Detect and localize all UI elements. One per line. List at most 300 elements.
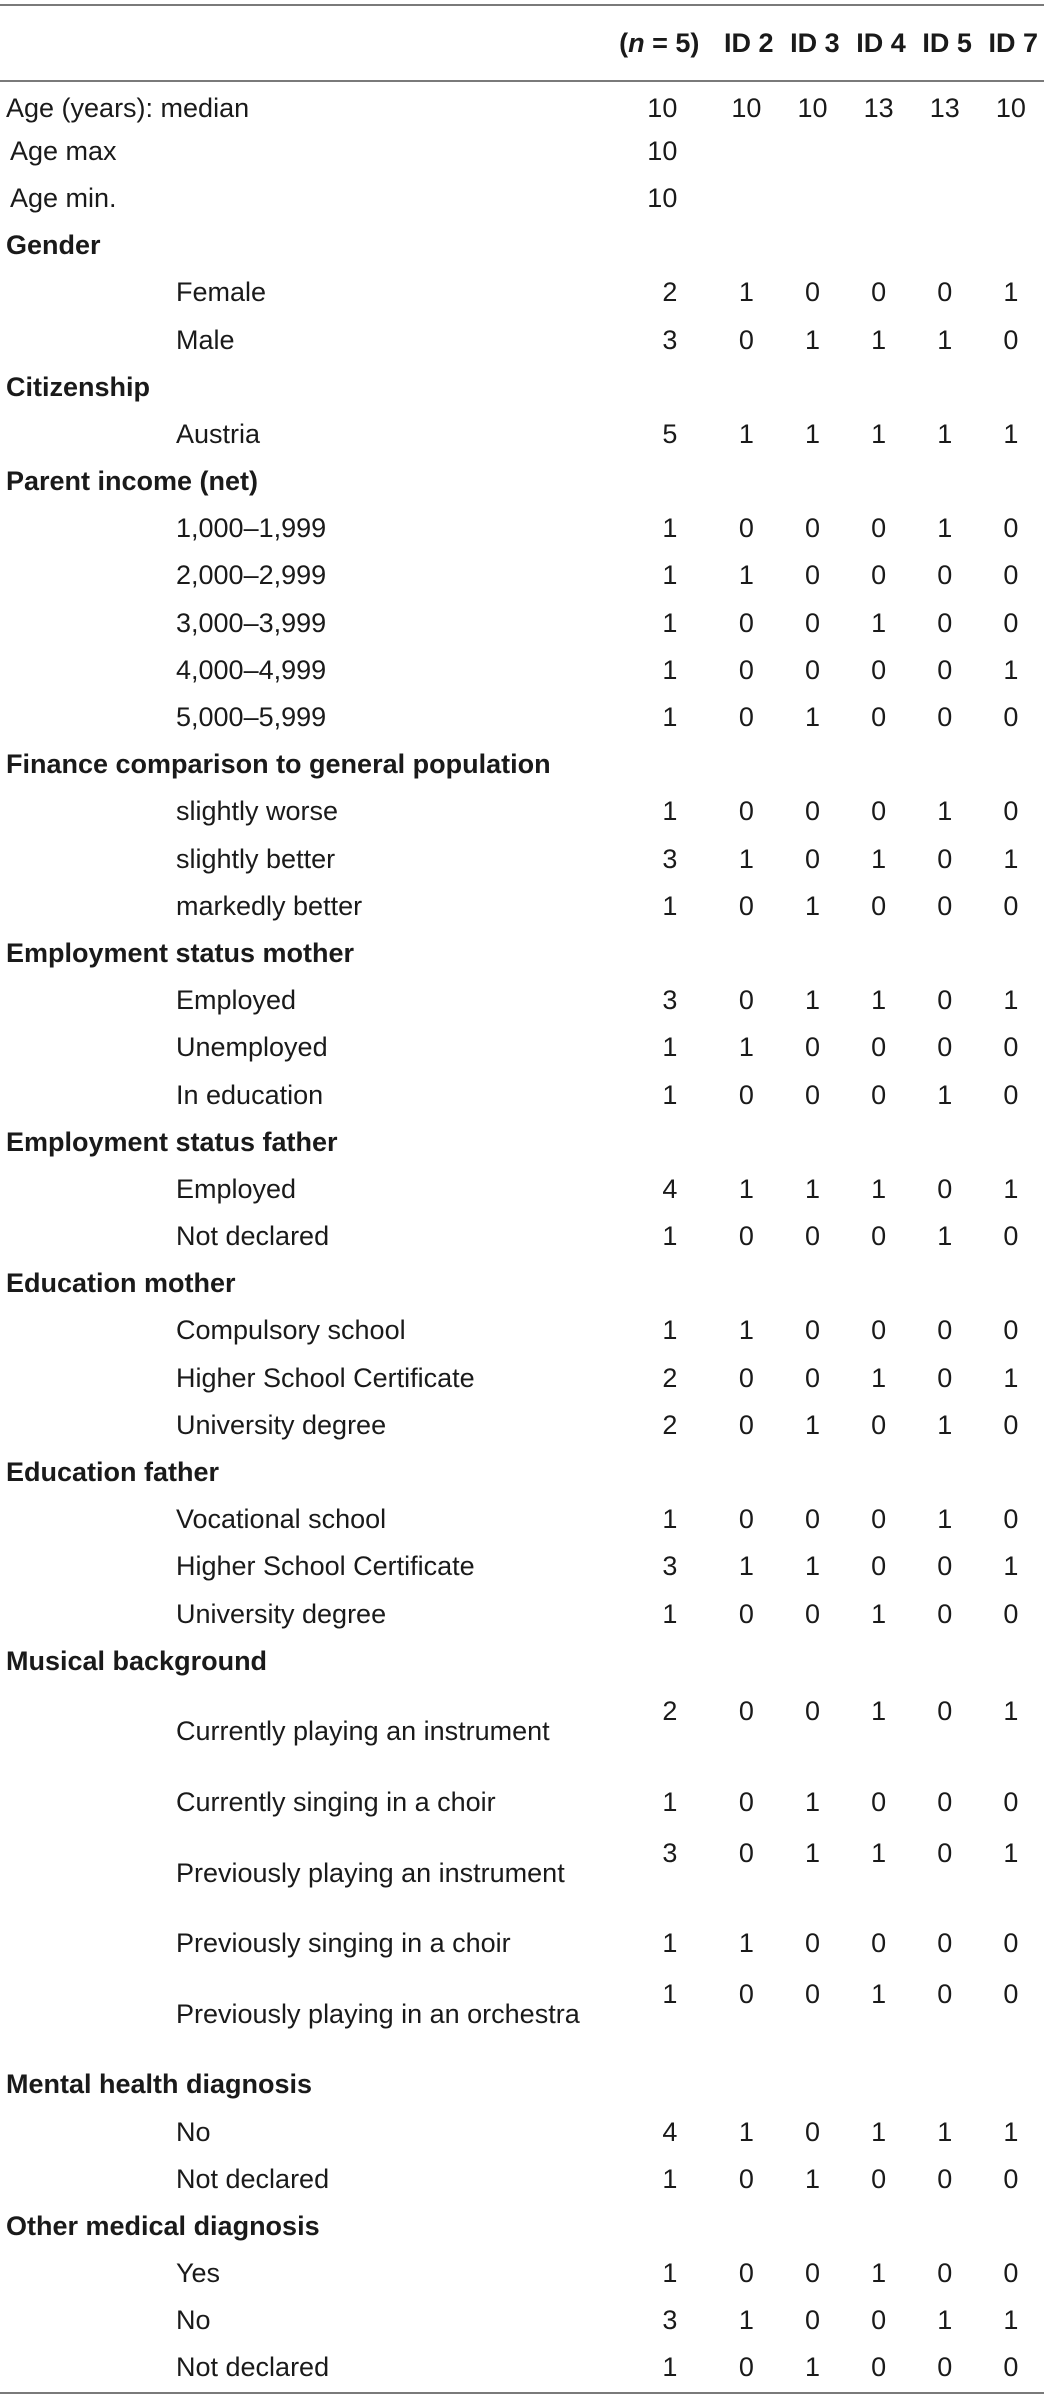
id-4-cell: 0: [871, 1786, 887, 1817]
table-row: [0, 693, 1044, 740]
row-label: University degree: [176, 1409, 387, 1440]
id-2-cell: [713, 127, 779, 174]
id-7-cell: 0: [1003, 1504, 1019, 1535]
id-5-cell: 0: [937, 1551, 953, 1582]
sample-count-cell: 2: [662, 277, 678, 308]
id-3-cell: 0: [805, 2258, 821, 2289]
id-3-cell: 0: [805, 796, 821, 827]
sample-count-cell: 1: [662, 1032, 678, 1063]
table-row: [0, 1213, 1044, 1260]
id-7-cell: 0: [1003, 1928, 1019, 1959]
id-7-cell: 0: [1003, 2258, 1019, 2289]
row-label: Vocational school: [176, 1504, 387, 1535]
id-5-cell: 1: [937, 418, 953, 449]
id-3-cell: 0: [805, 1696, 821, 1727]
id-4-cell: 0: [871, 1928, 887, 1959]
header-id-3: ID 3: [790, 27, 840, 58]
id-5-cell: 0: [937, 890, 953, 921]
table-row: [0, 835, 1044, 882]
section-title: Employment status father: [6, 1126, 338, 1157]
id-4-cell: 0: [871, 890, 887, 921]
id-4-cell: 0: [871, 1221, 887, 1252]
id-4-cell: 1: [871, 1696, 887, 1727]
id-2-cell: 1: [738, 277, 754, 308]
row-label: Age min.: [10, 182, 117, 213]
id-4-cell: 1: [871, 1837, 887, 1868]
demographics-table: [0, 6, 1044, 2391]
id-7-cell: 1: [1003, 654, 1019, 685]
id-5-cell: 0: [937, 2352, 953, 2383]
row-label: Currently playing an instrument: [176, 1716, 550, 1747]
sample-count-cell: 1: [662, 1978, 678, 2009]
id-7-cell: 1: [1003, 418, 1019, 449]
id-2-cell: 0: [738, 607, 754, 638]
row-label: Higher School Certificate: [176, 1362, 475, 1393]
id-3-cell: 0: [805, 843, 821, 874]
id-5-cell: 0: [937, 1362, 953, 1393]
id-7-cell: 0: [1003, 702, 1019, 733]
id-3-cell: 0: [805, 513, 821, 544]
id-2-cell: 1: [738, 560, 754, 591]
id-2-cell: 0: [738, 2258, 754, 2289]
section-title: Education father: [6, 1457, 220, 1488]
id-3-cell: 0: [805, 277, 821, 308]
row-label: 1,000–1,999: [176, 513, 327, 544]
row-label: 5,000–5,999: [176, 702, 327, 733]
sample-count-cell: 5: [662, 418, 678, 449]
table-row: [0, 1496, 1044, 1543]
sample-count-cell: 1: [662, 1079, 678, 1110]
id-5-cell: 0: [937, 654, 953, 685]
table-body: [0, 80, 1044, 2391]
row-label: Age max: [10, 135, 117, 166]
id-2-cell: 0: [738, 2163, 754, 2194]
id-3-cell: 0: [805, 560, 821, 591]
section-header-row: [0, 2202, 1044, 2249]
header-id-5: ID 5: [922, 27, 972, 58]
id-4-cell: 13: [863, 92, 894, 123]
id-3-cell: 0: [805, 1504, 821, 1535]
header-n-rest: = 5): [644, 27, 700, 58]
section-title: Education mother: [6, 1268, 236, 1299]
id-5-cell: 0: [937, 277, 953, 308]
table-row: [0, 1590, 1044, 1637]
header-sample-size: [601, 6, 713, 80]
row-label: 3,000–3,999: [176, 607, 327, 638]
sample-count-cell: 3: [662, 1551, 678, 1582]
sample-count-cell: 10: [647, 92, 678, 123]
id-4-cell: 0: [871, 560, 887, 591]
header-id-4: ID 4: [856, 27, 906, 58]
sample-count-cell: 1: [662, 2163, 678, 2194]
id-3-cell: 0: [805, 654, 821, 685]
sample-count-cell: 1: [662, 1504, 678, 1535]
id-7-cell: 0: [1003, 796, 1019, 827]
table-row: [0, 977, 1044, 1024]
id-4-cell: 1: [871, 2258, 887, 2289]
id-3-cell: 0: [805, 1362, 821, 1393]
id-5-cell: 0: [937, 985, 953, 1016]
id-3-cell: 0: [805, 2305, 821, 2336]
id-5-cell: 0: [937, 1315, 953, 1346]
id-3-cell: [779, 127, 845, 174]
id-4-cell: 1: [871, 1362, 887, 1393]
id-2-cell: 0: [738, 796, 754, 827]
id-7-cell: 0: [1003, 1079, 1019, 1110]
id-5-cell: 0: [937, 2163, 953, 2194]
table-row: [0, 1778, 1044, 1825]
sample-count-cell: 1: [662, 654, 678, 685]
id-4-cell: 1: [871, 607, 887, 638]
sample-count-cell: 3: [662, 2305, 678, 2336]
id-7-cell: 0: [1003, 1409, 1019, 1440]
id-5-cell: 0: [937, 1928, 953, 1959]
id-5-cell: 0: [937, 1837, 953, 1868]
id-5-cell: 1: [937, 2116, 953, 2147]
table-row: [0, 316, 1044, 363]
id-3-cell: 0: [805, 2116, 821, 2147]
id-7-cell: 10: [995, 92, 1026, 123]
sample-count-cell: 1: [662, 2258, 678, 2289]
id-5-cell: 0: [937, 607, 953, 638]
id-2-cell: 0: [738, 1978, 754, 2009]
id-3-cell: 1: [805, 1409, 821, 1440]
id-5-cell: 1: [937, 1221, 953, 1252]
id-2-cell: 0: [738, 654, 754, 685]
header-n-symbol: n: [628, 27, 645, 58]
id-3-cell: 0: [805, 1079, 821, 1110]
table-row: [0, 1401, 1044, 1448]
id-4-cell: 1: [871, 1978, 887, 2009]
row-label: slightly worse: [176, 796, 339, 827]
section-header-row: [0, 1637, 1044, 1684]
id-7-cell: 0: [1003, 1978, 1019, 2009]
row-label: Compulsory school: [176, 1315, 406, 1346]
id-2-cell: 10: [731, 92, 762, 123]
id-2-cell: 0: [738, 985, 754, 1016]
row-label: Employed: [176, 1173, 297, 1204]
id-7-cell: 0: [1003, 1221, 1019, 1252]
table-row: [0, 1071, 1044, 1118]
id-2-cell: 1: [738, 1315, 754, 1346]
section-header-row: [0, 363, 1044, 410]
id-7-cell: 1: [1003, 1551, 1019, 1582]
table-row: [0, 1165, 1044, 1212]
id-7-cell: 1: [1003, 843, 1019, 874]
sample-count-cell: 1: [662, 2352, 678, 2383]
table-row: [0, 1024, 1044, 1071]
section-title: Other medical diagnosis: [6, 2210, 320, 2241]
id-3-cell: 1: [805, 1173, 821, 1204]
id-2-cell: 0: [738, 2352, 754, 2383]
id-7-cell: 1: [1003, 277, 1019, 308]
table-row: [0, 552, 1044, 599]
id-3-cell: 0: [805, 1221, 821, 1252]
sample-count-cell: 1: [662, 560, 678, 591]
table-row: [0, 505, 1044, 552]
section-header-row: [0, 222, 1044, 269]
id-7-cell: 0: [1003, 324, 1019, 355]
id-2-cell: 0: [738, 1598, 754, 1629]
id-5-cell: 0: [937, 560, 953, 591]
sample-count-cell: 4: [662, 1173, 678, 1204]
id-2-cell: 0: [738, 513, 754, 544]
table-row: [0, 1354, 1044, 1401]
id-3-cell: 1: [805, 1551, 821, 1582]
section-title: Parent income (net): [6, 466, 259, 497]
id-2-cell: 1: [738, 1173, 754, 1204]
sample-count-cell: 3: [662, 1837, 678, 1868]
row-label: Not declared: [176, 2163, 330, 2194]
id-5-cell: 0: [937, 1696, 953, 1727]
id-2-cell: 1: [738, 418, 754, 449]
table-header: [0, 6, 1044, 80]
row-label: Not declared: [176, 2352, 330, 2383]
row-label: Yes: [176, 2258, 221, 2289]
row-label: In education: [176, 1079, 324, 1110]
header-n-open: (: [619, 27, 629, 58]
table-row: [0, 174, 1044, 221]
id-7-cell: 0: [1003, 890, 1019, 921]
id-5-cell: 0: [937, 1598, 953, 1629]
table-row: [0, 882, 1044, 929]
id-5-cell: 0: [937, 1032, 953, 1063]
id-2-cell: 1: [738, 2116, 754, 2147]
id-2-cell: 0: [738, 1504, 754, 1535]
table-row: [0, 1684, 1044, 1778]
sample-count-cell: 3: [662, 985, 678, 1016]
id-2-cell: 0: [738, 1409, 754, 1440]
table-row: [0, 1826, 1044, 1920]
sample-count-cell: 4: [662, 2116, 678, 2147]
section-header-row: [0, 458, 1044, 505]
table-row: [0, 80, 1044, 127]
id-7-cell: 1: [1003, 1696, 1019, 1727]
table-row: [0, 788, 1044, 835]
id-4-cell: 0: [871, 1504, 887, 1535]
row-label: 2,000–2,999: [176, 560, 327, 591]
id-2-cell: 1: [738, 1032, 754, 1063]
id-7-cell: 0: [1003, 607, 1019, 638]
sample-count-cell: 1: [662, 1598, 678, 1629]
id-4-cell: 1: [871, 985, 887, 1016]
id-3-cell: 0: [805, 607, 821, 638]
id-4-cell: 1: [871, 324, 887, 355]
id-7-cell: 1: [1003, 985, 1019, 1016]
id-7-cell: 0: [1003, 560, 1019, 591]
id-3-cell: 0: [805, 1978, 821, 2009]
section-header-row: [0, 929, 1044, 976]
id-7-cell: 0: [1003, 2352, 1019, 2383]
section-title: Mental health diagnosis: [6, 2069, 313, 2100]
id-7-cell: 1: [1003, 2116, 1019, 2147]
row-label: Not declared: [176, 1221, 330, 1252]
id-4-cell: 0: [871, 2305, 887, 2336]
id-4-cell: 1: [871, 1173, 887, 1204]
id-5-cell: 1: [937, 513, 953, 544]
id-3-cell: 1: [805, 890, 821, 921]
sample-count-cell: 1: [662, 1786, 678, 1817]
id-2-cell: 0: [738, 1362, 754, 1393]
id-4-cell: 0: [871, 1551, 887, 1582]
table-row: [0, 646, 1044, 693]
id-2-cell: 0: [738, 1221, 754, 1252]
id-5-cell: 0: [937, 702, 953, 733]
table-row: [0, 2297, 1044, 2344]
id-3-cell: 10: [797, 92, 828, 123]
id-3-cell: 0: [805, 1928, 821, 1959]
row-label: Female: [176, 277, 267, 308]
sample-count-cell: 1: [662, 702, 678, 733]
id-2-cell: 1: [738, 843, 754, 874]
section-title: Gender: [6, 230, 101, 261]
row-label: University degree: [176, 1598, 387, 1629]
id-5-cell: 1: [937, 796, 953, 827]
sample-count-cell: 1: [662, 796, 678, 827]
row-label: Austria: [176, 418, 261, 449]
section-title: Finance comparison to general population: [6, 749, 551, 780]
section-header-row: [0, 1448, 1044, 1495]
id-3-cell: 1: [805, 702, 821, 733]
header-row: [0, 6, 1044, 80]
row-label: Employed: [176, 985, 297, 1016]
row-label: slightly better: [176, 843, 336, 874]
table-row: [0, 1920, 1044, 1967]
table-row: [0, 2250, 1044, 2297]
id-5-cell: 1: [937, 1079, 953, 1110]
id-4-cell: 0: [871, 1409, 887, 1440]
row-label: markedly better: [176, 890, 363, 921]
id-3-cell: 1: [805, 1786, 821, 1817]
id-5-cell: [912, 127, 978, 174]
id-4-cell: 1: [871, 843, 887, 874]
table-row: [0, 410, 1044, 457]
sample-count-cell: 2: [662, 1409, 678, 1440]
sample-count-cell: 2: [662, 1696, 678, 1727]
id-4-cell: 0: [871, 277, 887, 308]
id-7-cell: 1: [1003, 1362, 1019, 1393]
id-5-cell: [912, 174, 978, 221]
table-bottom-rule: [0, 2392, 1044, 2394]
table-row: [0, 2344, 1044, 2391]
id-3-cell: 1: [805, 418, 821, 449]
id-4-cell: 1: [871, 2116, 887, 2147]
row-label: No: [176, 2305, 211, 2336]
id-3-cell: 1: [805, 324, 821, 355]
id-7-cell: 0: [1003, 1032, 1019, 1063]
id-2-cell: 0: [738, 1079, 754, 1110]
row-label: Previously playing an instrument: [176, 1857, 565, 1888]
id-5-cell: 1: [937, 2305, 953, 2336]
section-title: Citizenship: [6, 371, 151, 402]
sample-count-cell: 3: [662, 843, 678, 874]
id-2-cell: 0: [738, 1837, 754, 1868]
id-2-cell: 1: [738, 2305, 754, 2336]
table-row: [0, 2155, 1044, 2202]
id-7-cell: 0: [1003, 1315, 1019, 1346]
id-4-cell: 0: [871, 1315, 887, 1346]
id-7-cell: [978, 127, 1044, 174]
id-2-cell: 1: [738, 1551, 754, 1582]
id-3-cell: 0: [805, 1032, 821, 1063]
sample-count-cell: 10: [647, 182, 678, 213]
id-4-cell: 0: [871, 513, 887, 544]
id-7-cell: 1: [1003, 2305, 1019, 2336]
row-label: Age (years): median: [6, 92, 250, 123]
row-label: Unemployed: [176, 1032, 328, 1063]
id-3-cell: 0: [805, 1315, 821, 1346]
id-4-cell: 1: [871, 1598, 887, 1629]
id-4-cell: [846, 174, 912, 221]
sample-count-cell: 1: [662, 607, 678, 638]
id-7-cell: 0: [1003, 513, 1019, 544]
sample-count-cell: 1: [662, 1928, 678, 1959]
row-label: No: [176, 2116, 211, 2147]
table-row: [0, 2108, 1044, 2155]
header-label-cell: [0, 6, 601, 80]
table-row: [0, 127, 1044, 174]
section-header-row: [0, 2061, 1044, 2108]
section-title: Employment status mother: [6, 937, 355, 968]
id-7-cell: [978, 174, 1044, 221]
header-id-2: ID 2: [723, 27, 774, 58]
id-5-cell: 1: [937, 1409, 953, 1440]
section-header-row: [0, 1260, 1044, 1307]
table-row: [0, 1307, 1044, 1354]
table-row: [0, 1967, 1044, 2061]
row-label: Higher School Certificate: [176, 1551, 475, 1582]
id-5-cell: 0: [937, 843, 953, 874]
id-5-cell: 1: [937, 324, 953, 355]
id-5-cell: 0: [937, 1978, 953, 2009]
sample-count-cell: 2: [662, 1362, 678, 1393]
row-label: 4,000–4,999: [176, 654, 327, 685]
id-2-cell: 0: [738, 1786, 754, 1817]
id-3-cell: 1: [805, 2163, 821, 2194]
id-4-cell: [846, 127, 912, 174]
id-7-cell: 1: [1003, 1837, 1019, 1868]
sample-count-cell: 1: [662, 890, 678, 921]
id-3-cell: 1: [805, 985, 821, 1016]
id-3-cell: 1: [805, 1837, 821, 1868]
sample-count-cell: 1: [662, 1221, 678, 1252]
id-3-cell: [779, 174, 845, 221]
id-3-cell: 0: [805, 1598, 821, 1629]
section-title: Musical background: [6, 1645, 268, 1676]
id-4-cell: 0: [871, 2163, 887, 2194]
id-5-cell: 13: [929, 92, 960, 123]
section-header-row: [0, 1118, 1044, 1165]
row-label: Male: [176, 324, 235, 355]
id-4-cell: 0: [871, 1079, 887, 1110]
id-4-cell: 0: [871, 702, 887, 733]
id-7-cell: 1: [1003, 1173, 1019, 1204]
id-7-cell: 0: [1003, 1786, 1019, 1817]
id-4-cell: 1: [871, 418, 887, 449]
sample-count-cell: 10: [647, 135, 678, 166]
table-row: [0, 269, 1044, 316]
sample-count-cell: 1: [662, 1315, 678, 1346]
id-5-cell: 0: [937, 2258, 953, 2289]
id-5-cell: 1: [937, 1504, 953, 1535]
id-5-cell: 0: [937, 1173, 953, 1204]
id-4-cell: 0: [871, 654, 887, 685]
row-label: Previously playing in an orchestra: [176, 1998, 580, 2029]
id-5-cell: 0: [937, 1786, 953, 1817]
id-2-cell: 0: [738, 324, 754, 355]
row-label: Currently singing in a choir: [176, 1786, 496, 1817]
table-row: [0, 599, 1044, 646]
